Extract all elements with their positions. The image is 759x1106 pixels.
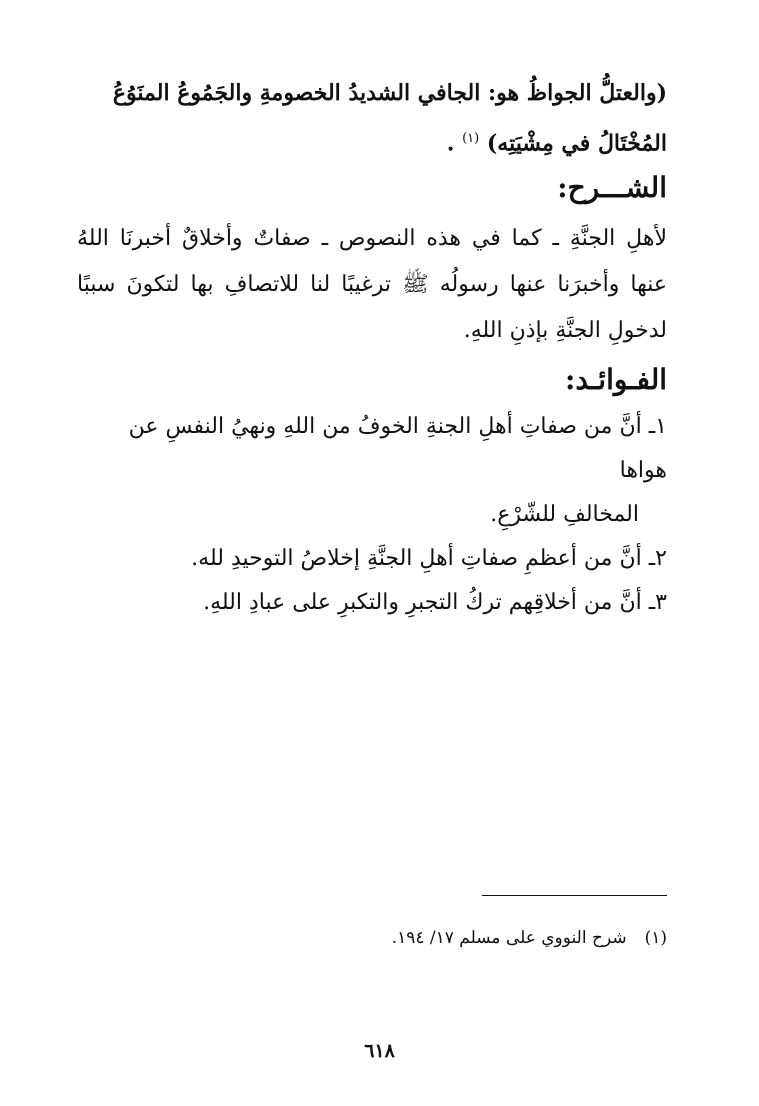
sharh-paragraph: لأهلِ الجنَّةِ ـ كما في هذه النصوص ـ صفاتٌ وأخلاقٌ أخبرنَا اللهُ عنها وأخبرَنا عنها رسولُه ﷺ ترغيبًا لنا للاتصافِ بها لتكونَ سببًا لدخولِ الجنَّةِ بإذنِ اللهِ.: [77, 226, 667, 343]
fawaid-list: [77, 405, 667, 625]
footnote-text: شرح النووي على مسلم ١٧/ ١٩٤.: [391, 928, 627, 948]
fawaid-heading: الفـوائـد:: [565, 363, 667, 396]
matn-quote: [77, 70, 667, 166]
benefit-text: أنَّ من أخلاقِهم تركُ التجبرِ والتكبرِ على عبادِ اللهِ.: [203, 590, 642, 615]
benefit-item-1: [77, 405, 667, 537]
benefit-text-continuation: المخالفِ للشّرْعِ.: [490, 502, 639, 527]
sharh-heading: الشـــرح:: [557, 171, 667, 204]
benefit-text: أنَّ من أعظمِ صفاتِ أهلِ الجنَّةِ إخلاصُ التوحيدِ لله.: [191, 546, 642, 571]
matn-line-2-wrap: [77, 116, 667, 166]
benefit-number: ١ـ: [648, 414, 667, 439]
matn-line-1: (والعتلُّ الجواظُ هو: الجافي الشديدُ الخصومةِ والجَمُوعُ المنَوُعُ: [112, 80, 667, 106]
benefit-number: ٢ـ: [648, 546, 667, 571]
matn-line-2: المُخْتَالُ في مِشْيَتِه): [486, 130, 667, 157]
matn-line-2-end: .: [446, 130, 455, 157]
benefit-item-3: [77, 581, 667, 625]
benefit-item-2: [77, 537, 667, 581]
page-number: ٦١٨: [364, 1040, 395, 1062]
benefit-number: ٣ـ: [648, 590, 667, 615]
benefit-text: أنَّ من صفاتِ أهلِ الجنةِ الخوفُ من اللهِ ونهيُ النفسِ عن هواها: [128, 414, 667, 483]
footnote-number: (١): [644, 928, 667, 948]
footnote-divider: [482, 895, 667, 896]
footnote-reference: (١): [462, 131, 480, 146]
footnote: [77, 924, 667, 952]
